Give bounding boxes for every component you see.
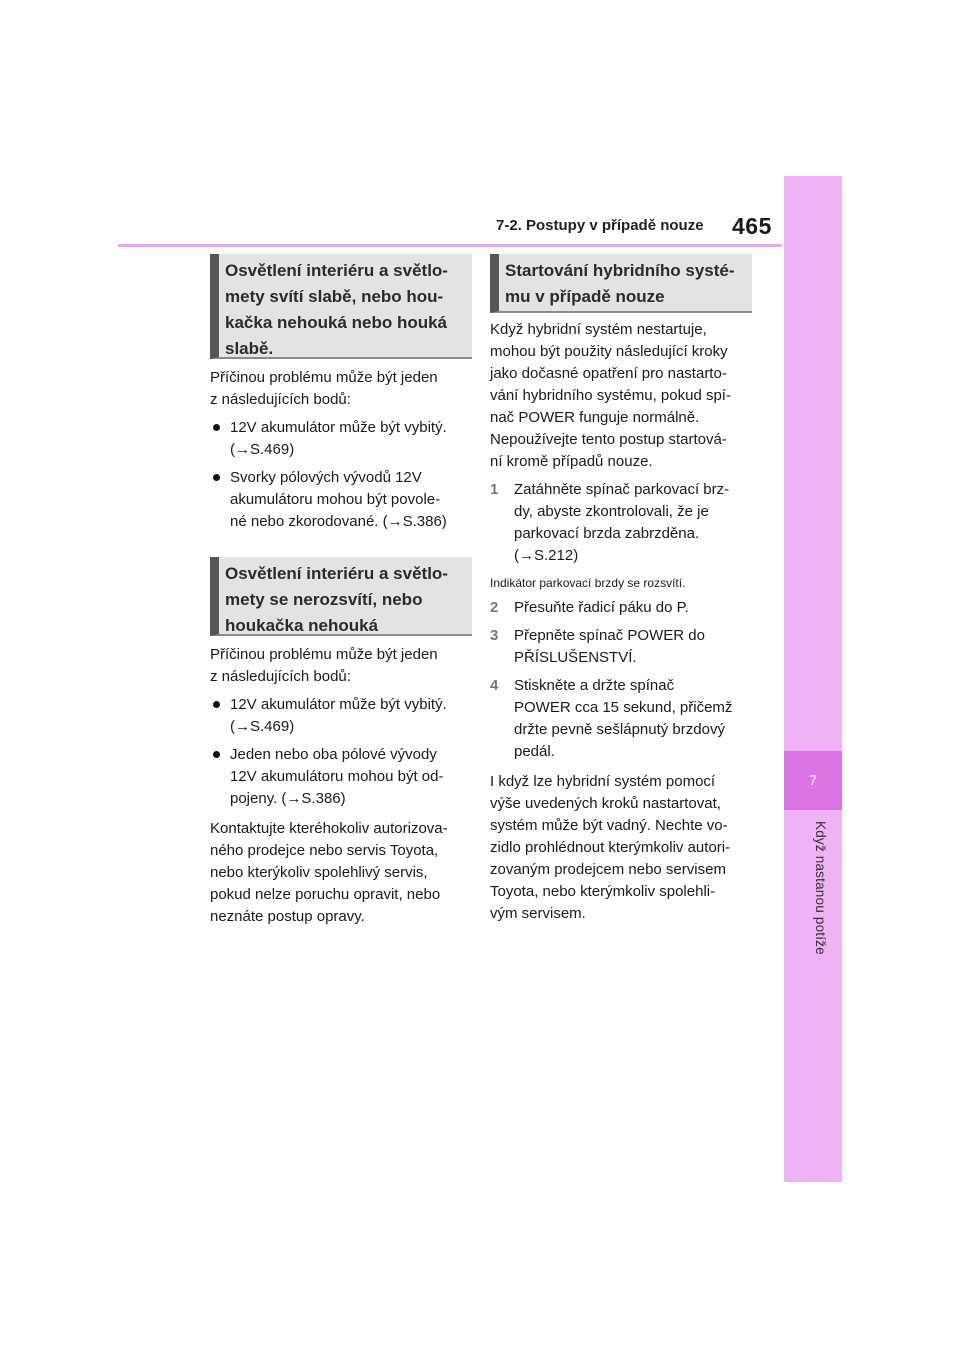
step-line: držte pevně sešlápnutý brzdový	[514, 721, 725, 738]
left-column	[210, 254, 472, 928]
heading-line: mety se nerozsvítí, nebo	[225, 590, 423, 609]
bullet-line: 12V akumulátor může být vybitý.	[230, 696, 447, 713]
paragraph-line: mohou být použity následující kroky	[490, 343, 728, 360]
heading-line: mety svítí slabě, nebo hou-	[225, 287, 444, 306]
step-line: Přepněte spínač POWER do	[514, 627, 705, 644]
bullet-dot-icon	[213, 424, 220, 431]
bullet-item	[210, 744, 472, 810]
heading-line: mu v případě nouze	[505, 287, 665, 306]
paragraph-line: ní kromě případů nouze.	[490, 453, 653, 470]
section-heading-3	[490, 254, 752, 313]
paragraph-line: z následujících bodů:	[210, 668, 351, 685]
step-number: 4	[490, 677, 499, 694]
paragraph-line: nač POWER funguje normálně.	[490, 409, 700, 426]
page-number: 465	[732, 213, 772, 239]
paragraph-line: nebo kterýkoliv spolehlivý servis,	[210, 864, 428, 881]
bullet-item	[210, 417, 472, 461]
paragraph-line: jako dočasné opatření pro nastarto-	[490, 365, 727, 382]
heading-line: Osvětlení interiéru a světlo-	[225, 564, 448, 583]
step-item	[490, 597, 752, 619]
step-line: PŘÍSLUŠENSTVÍ.	[514, 649, 637, 666]
side-tab	[784, 176, 842, 1182]
bullet-dot-icon	[213, 701, 220, 708]
paragraph-line: ného prodejce nebo servis Toyota,	[210, 842, 439, 859]
paragraph-line: vání hybridního systému, pokud spí-	[490, 387, 731, 404]
paragraph-line: pokud nelze poruchu opravit, nebo	[210, 886, 441, 903]
bullet-line: Jeden nebo oba pólové vývody	[230, 746, 437, 763]
bullet-line: akumulátoru mohou být povole-	[230, 491, 441, 508]
bullet-line: né nebo zkorodované. (→S.386)	[230, 513, 447, 530]
step-item	[490, 675, 752, 763]
heading-line: Startování hybridního systé-	[505, 261, 735, 280]
step-line: Přesuňte řadicí páku do P.	[514, 599, 689, 616]
header-rule	[118, 244, 782, 247]
bullet-line: 12V akumulátor může být vybitý.	[230, 419, 447, 436]
step-number: 3	[490, 627, 499, 644]
bullet-line: Svorky pólových vývodů 12V	[230, 469, 422, 486]
side-tab-label: Když nastanou potíže	[813, 821, 828, 955]
heading-line: slabě.	[225, 339, 274, 358]
step-line: pedál.	[514, 743, 555, 760]
bullet-item	[210, 467, 472, 533]
paragraph-line: neznáte postup opravy.	[210, 908, 365, 925]
paragraph-line: Příčinou problému může být jeden	[210, 646, 438, 663]
paragraph-line: výše uvedených kroků nastartovat,	[490, 795, 721, 812]
step-line: (→S.212)	[514, 547, 579, 564]
paragraph-line: Toyota, nebo kterýmkoliv spolehli-	[490, 883, 716, 900]
paragraph-line: systém může být vadný. Nechte vo-	[490, 817, 728, 834]
bullet-item	[210, 694, 472, 738]
paragraph-line: I když lze hybridní systém pomocí	[490, 773, 716, 790]
side-tab-number: 7	[784, 751, 842, 810]
bullet-line: (→S.469)	[230, 441, 295, 458]
paragraph-line: zovaným prodejcem nebo servisem	[490, 861, 726, 878]
step-number: 1	[490, 481, 499, 498]
bullet-line: 12V akumulátoru mohou být od-	[230, 768, 444, 785]
step-line: Zatáhněte spínač parkovací brz-	[514, 481, 730, 498]
step-note: Indikátor parkovací brzdy se rozsvítí.	[490, 576, 686, 590]
step-line: POWER cca 15 sekund, přičemž	[514, 699, 733, 716]
heading-line: Osvětlení interiéru a světlo-	[225, 261, 448, 280]
heading-line: kačka nehouká nebo houká	[225, 313, 448, 332]
paragraph-line: vým servisem.	[490, 905, 586, 922]
step-line: parkovací brzda zabrzděna.	[514, 525, 700, 542]
heading-line: houkačka nehouká	[225, 616, 379, 635]
bullet-dot-icon	[213, 751, 220, 758]
bullet-line: (→S.469)	[230, 718, 295, 735]
step-line: dy, abyste zkontrolovali, že je	[514, 503, 709, 520]
step-number: 2	[490, 599, 499, 616]
paragraph-line: Nepoužívejte tento postup startová-	[490, 431, 727, 448]
bullet-line: pojeny. (→S.386)	[230, 790, 346, 807]
paragraph-line: Když hybridní systém nestartuje,	[490, 321, 707, 338]
paragraph-line: z následujících bodů:	[210, 391, 351, 408]
right-column	[490, 254, 752, 925]
paragraph-line: zidlo prohlédnout kterýmkoliv autori-	[490, 839, 731, 856]
step-item	[490, 625, 752, 669]
paragraph-line: Kontaktujte kteréhokoliv autorizova-	[210, 820, 448, 837]
step-line: Stiskněte a držte spínač	[514, 677, 675, 694]
step-item	[490, 479, 752, 567]
chapter-title: 7-2. Postupy v případě nouze	[496, 217, 704, 234]
section-heading-1	[210, 254, 472, 359]
section-heading-2	[210, 557, 472, 636]
paragraph-line: Příčinou problému může být jeden	[210, 369, 438, 386]
bullet-dot-icon	[213, 474, 220, 481]
